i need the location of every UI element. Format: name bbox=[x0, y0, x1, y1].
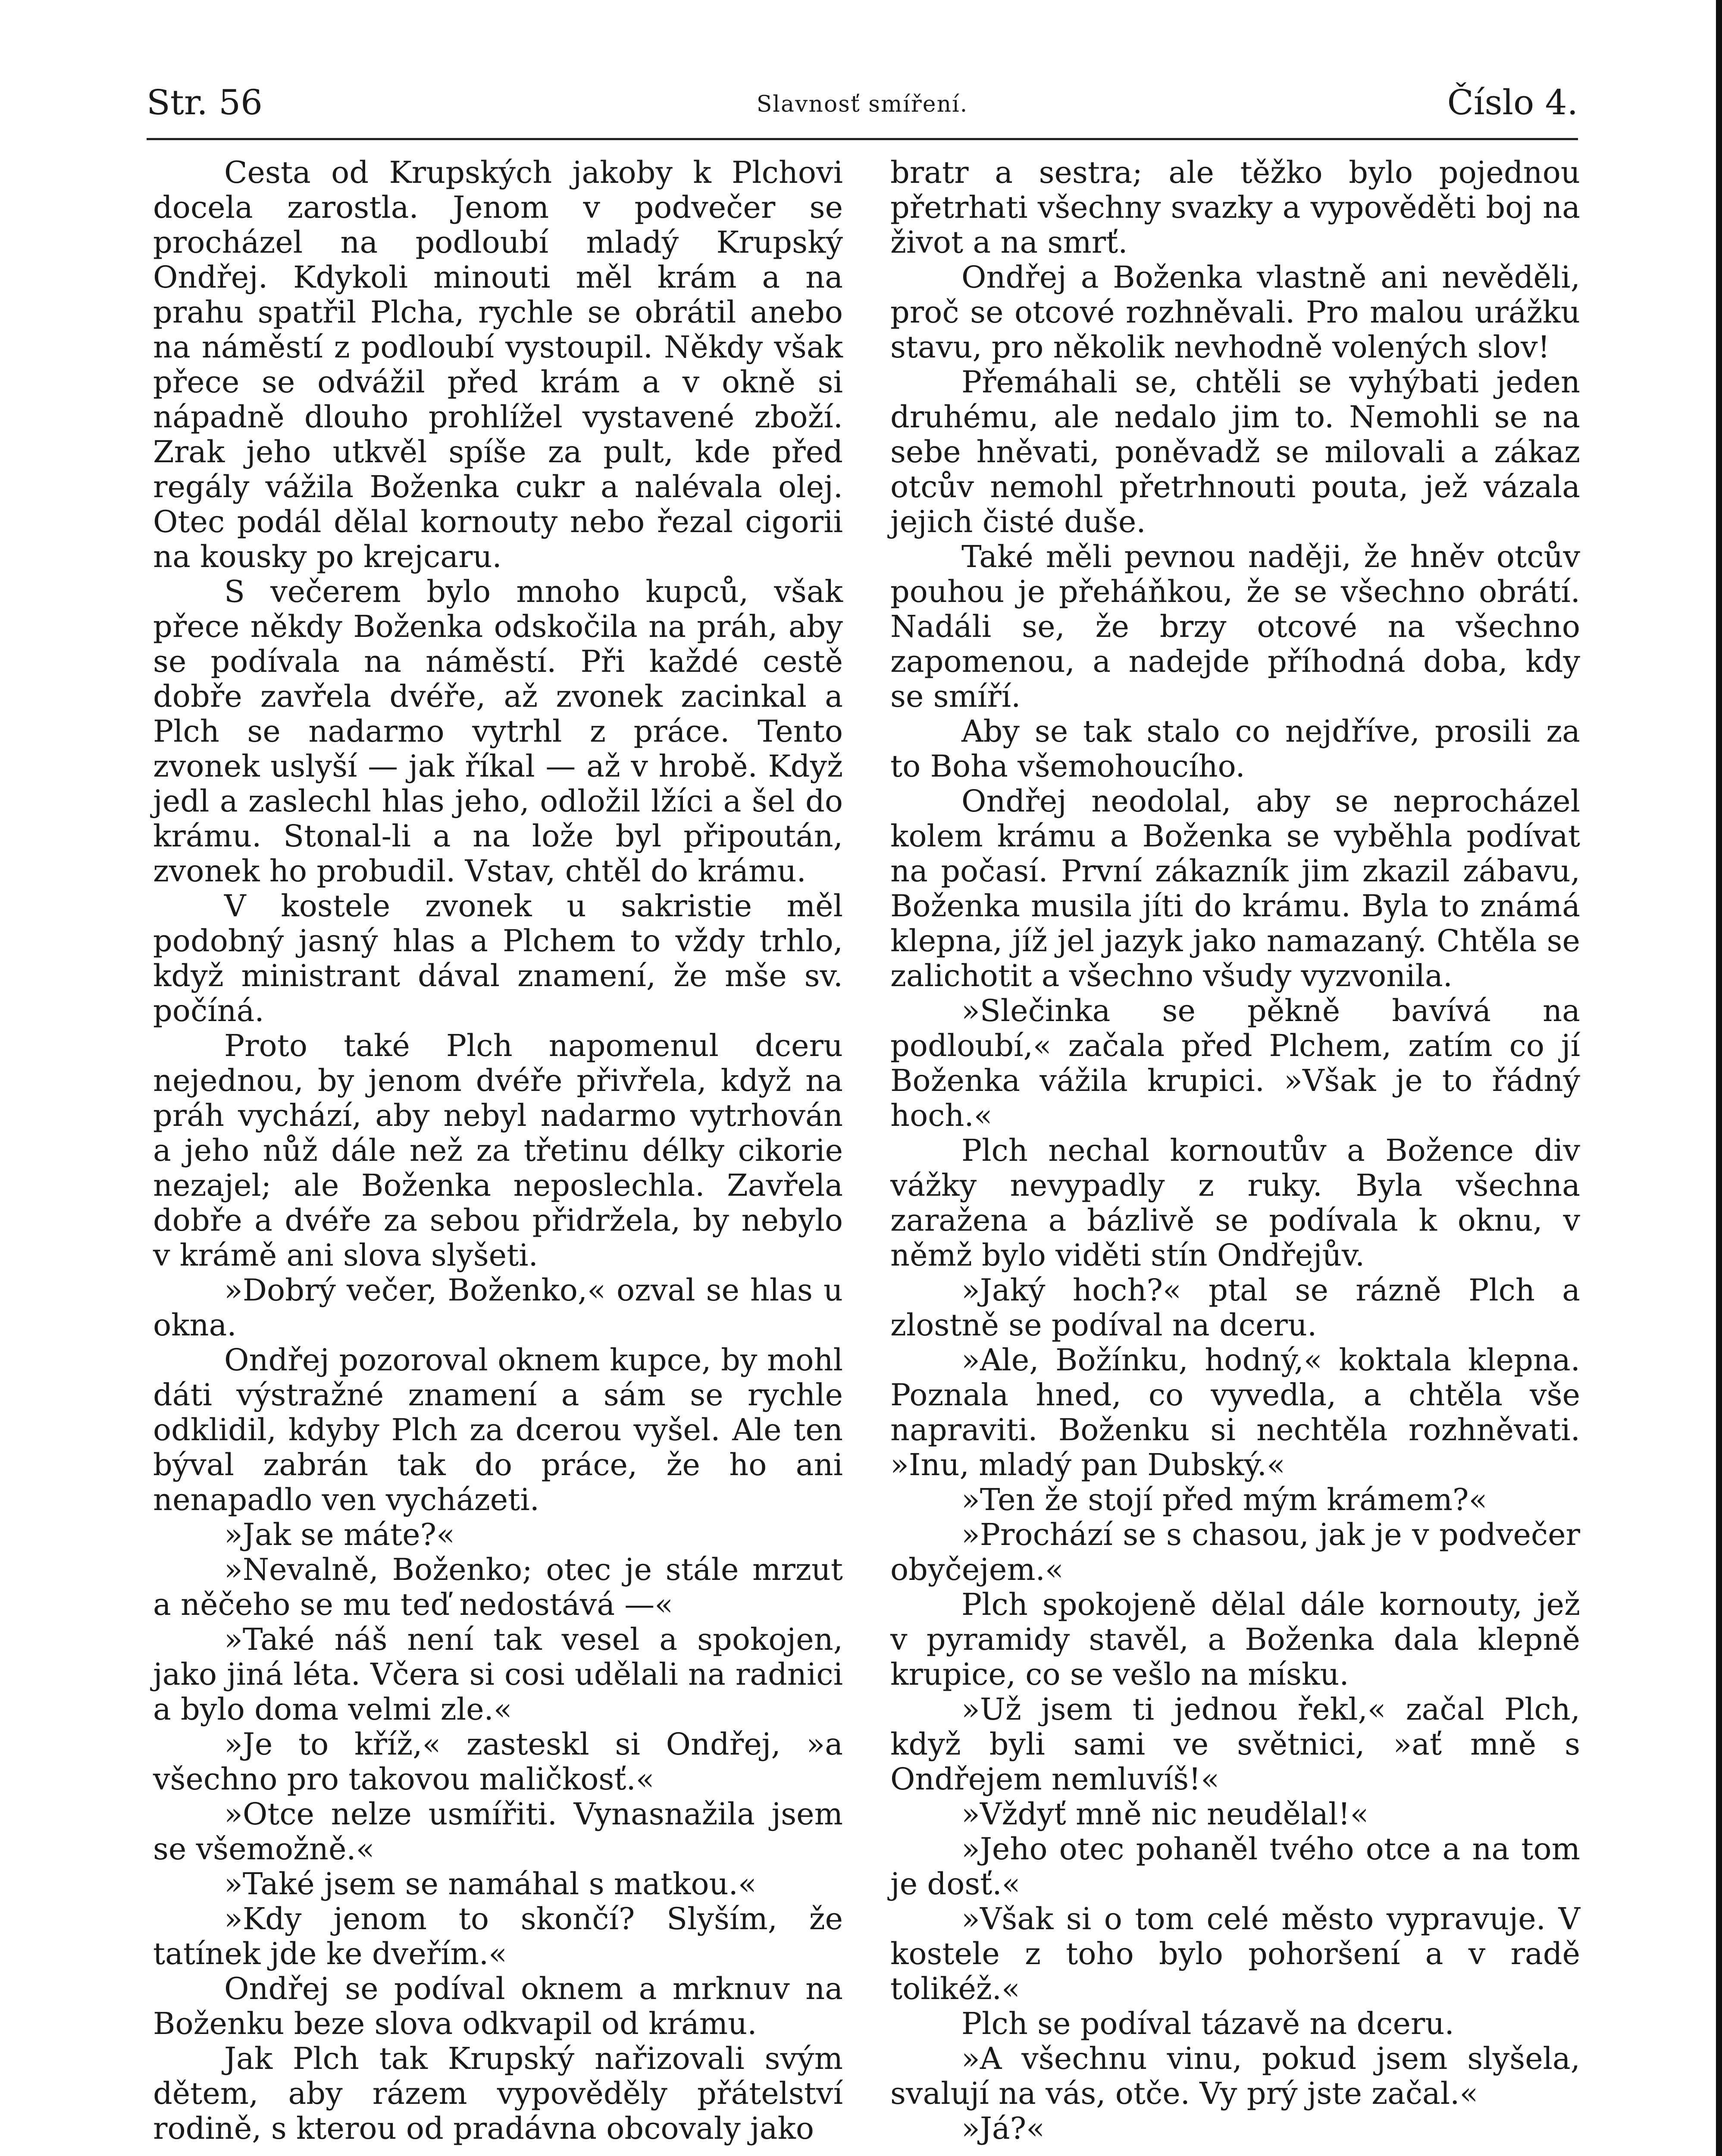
paragraph: »Také jsem se namáhal s matkou.« bbox=[224, 1866, 757, 1902]
paragraph: Jak Plch tak Krupský nařizovali svým dětem, aby rázem vypověděly přátelství rodině, s kterou od pradávna obcovaly jako bbox=[153, 2041, 843, 2146]
paragraph: Ondřej pozoroval oknem kupce, by mohl dáti výstražné znamení a sám se rychle odklidil, kdyby Plch za dcerou vyšel. Ale ten býval zabrán tak do práce, že ho ani nenapadlo ven vycházeti. bbox=[153, 1342, 843, 1517]
paragraph: »Nevalně, Boženko; otec je stále mrzut a něčeho se mu teď nedostává —« bbox=[153, 1552, 843, 1622]
running-title: Slavnosť smíření. bbox=[756, 91, 968, 117]
paragraph: »Jaký hoch?« ptal se rázně Plch a zlostně se podíval na dceru. bbox=[890, 1272, 1580, 1343]
paragraph: Plch spokojeně dělal dále kornouty, jež v pyramidy stavěl, a Boženka dala klepně krupice, co se vešlo na mísku. bbox=[890, 1587, 1580, 1692]
paragraph: Proto také Plch napomenul dceru nejednou, by jenom dvéře přivřela, když na práh vychází, aby nebyl nadarmo vytrhován a jeho nůž dále než za třetinu délky cikorie nezajel; ale Boženka neposlechla. Zavřela dobře a dvéře za sebou přidržela, by nebylo v krámě ani slova slyšeti. bbox=[153, 1028, 843, 1273]
paragraph: Cesta od Krupských jakoby k Plchovi docela zarostla. Jenom v podvečer se procházel na podloubí mladý Krupský Ondřej. Kdykoli minouti měl krám a na prahu spatřil Plcha, rychle se obrátil anebo na náměstí z podloubí vystoupil. Někdy však přece se odvážil před krám a v okně si nápadně dlouho prohlížel vystavené zboží. Zrak jeho utkvěl spíše za pult, kde před regály vážila Boženka cukr a nalévala olej. Otec podál dělal kornouty nebo řezal cigorii na kousky po krejcaru. bbox=[153, 155, 843, 574]
paragraph: V kostele zvonek u sakristie měl podobný jasný hlas a Plchem to vždy trhlo, když ministrant dával znamení, že mše sv. počíná. bbox=[153, 888, 843, 1028]
paragraph: »Ten že stojí před mým krámem?« bbox=[961, 1482, 1487, 1517]
issue-number: Číslo 4. bbox=[1447, 82, 1578, 122]
paragraph: »Slečinka se pěkně bavívá na podloubí,« začala před Plchem, zatím co jí Boženka vážila krupici. »Však je to řádný hoch.« bbox=[890, 993, 1580, 1133]
page-number: Str. 56 bbox=[147, 82, 263, 122]
paragraph: Ondřej neodolal, aby se neprocházel kolem krámu a Boženka se vyběhla podívat na počasí. První zákazník jim zkazil zábavu, Boženka musila jíti do krámu. Byla to známá klepna, jíž jel jazyk jako namazaný. Chtěla se zalichotit a všechno všudy vyzvonila. bbox=[890, 783, 1580, 993]
paragraph: Aby se tak stalo co nejdříve, prosili za to Boha všemohoucího. bbox=[890, 714, 1580, 784]
paragraph-continued: bratr a sestra; ale těžko bylo pojednou přetrhati všechny svazky a vypověděti boj na život a na smrť. bbox=[890, 155, 1580, 260]
running-header bbox=[147, 73, 1578, 140]
paragraph: »Však si o tom celé město vypravuje. V kostele z toho bylo pohoršení a v radě tolikéž.« bbox=[890, 1901, 1580, 2006]
paragraph: »Kdy jenom to skončí? Slyším, že tatínek jde ke dveřím.« bbox=[153, 1901, 843, 1971]
paragraph: »Jak se máte?« bbox=[224, 1517, 455, 1552]
paragraph: »Otce nelze usmířiti. Vynasnažila jsem se všemožně.« bbox=[153, 1796, 843, 1867]
paragraph: S večerem bylo mnoho kupců, však přece někdy Boženka odskočila na práh, aby se podívala na náměstí. Při každé cestě dobře zavřela dvéře, až zvonek zacinkal a Plch se nadarmo vytrhl z práce. Tento zvonek uslyší — jak říkal — až v hrobě. Když jedl a zaslechl hlas jeho, odložil lžíci a šel do krámu. Stonal-li a na lože byl připoután, zvonek ho probudil. Vstav, chtěl do krámu. bbox=[153, 574, 843, 889]
paragraph: »Jeho otec pohaněl tvého otce a na tom je dosť.« bbox=[890, 1831, 1580, 1902]
paragraph: Také měli pevnou naději, že hněv otcův pouhou je přeháňkou, že se všechno obrátí. Nadáli se, že brzy otcové na všechno zapomenou, a nadejde příhodná doba, kdy se smíří. bbox=[890, 539, 1580, 714]
paragraph: »Dobrý večer, Boženko,« ozval se hlas u okna. bbox=[153, 1272, 843, 1343]
paragraph: »Ale, Božínku, hodný,« koktala klepna. Poznala hned, co vyvedla, a chtěla vše napraviti. Boženku si nechtěla rozhněvati. »Inu, mladý pan Dubský.« bbox=[890, 1342, 1580, 1482]
paragraph: Přemáhali se, chtěli se vyhýbati jeden druhému, ale nedalo jim to. Nemohli se na sebe hněvati, poněvadž se milovali a zákaz otcův nemohl přetrhnouti pouta, jež vázala jejich čisté duše. bbox=[890, 364, 1580, 539]
paragraph: »Je to kříž,« zasteskl si Ondřej, »a všechno pro takovou maličkosť.« bbox=[153, 1727, 843, 1797]
scan-border bbox=[1716, 0, 1722, 2156]
paragraph: Plch nechal kornoutův a Božence div vážky nevypadly z ruky. Byla všechna zaražena a bázlivě se podívala k oknu, v němž bylo viděti stín Ondřejův. bbox=[890, 1133, 1580, 1273]
paragraph: Ondřej a Boženka vlastně ani nevěděli, proč se otcové rozhněvali. Pro malou urážku stavu, pro několik nevhodně volených slov! bbox=[890, 260, 1580, 365]
paragraph: »Také náš není tak vesel a spokojen, jako jiná léta. Včera si cosi udělali na radnici a bylo doma velmi zle.« bbox=[153, 1622, 843, 1727]
paragraph: »Už jsem ti jednou řekl,« začal Plch, když byli sami ve světnici, »ať mně s Ondřejem nemluvíš!« bbox=[890, 1692, 1580, 1797]
page bbox=[147, 73, 1578, 2156]
paragraph: »Já?« bbox=[961, 2111, 1045, 2146]
paragraph: »Prochází se s chasou, jak je v podvečer obyčejem.« bbox=[890, 1517, 1580, 1587]
paragraph: »A všechnu vinu, pokud jsem slyšela, svalují na vás, otče. Vy prý jste začal.« bbox=[890, 2041, 1580, 2111]
paragraph: Plch se podíval tázavě na dceru. bbox=[961, 2006, 1454, 2041]
paragraph: Ondřej se podíval oknem a mrknuv na Boženku beze slova odkvapil od krámu. bbox=[153, 1971, 843, 2041]
right-column bbox=[890, 155, 1580, 2146]
left-column bbox=[153, 155, 843, 2146]
paragraph: »Vždyť mně nic neudělal!« bbox=[961, 1796, 1369, 1832]
